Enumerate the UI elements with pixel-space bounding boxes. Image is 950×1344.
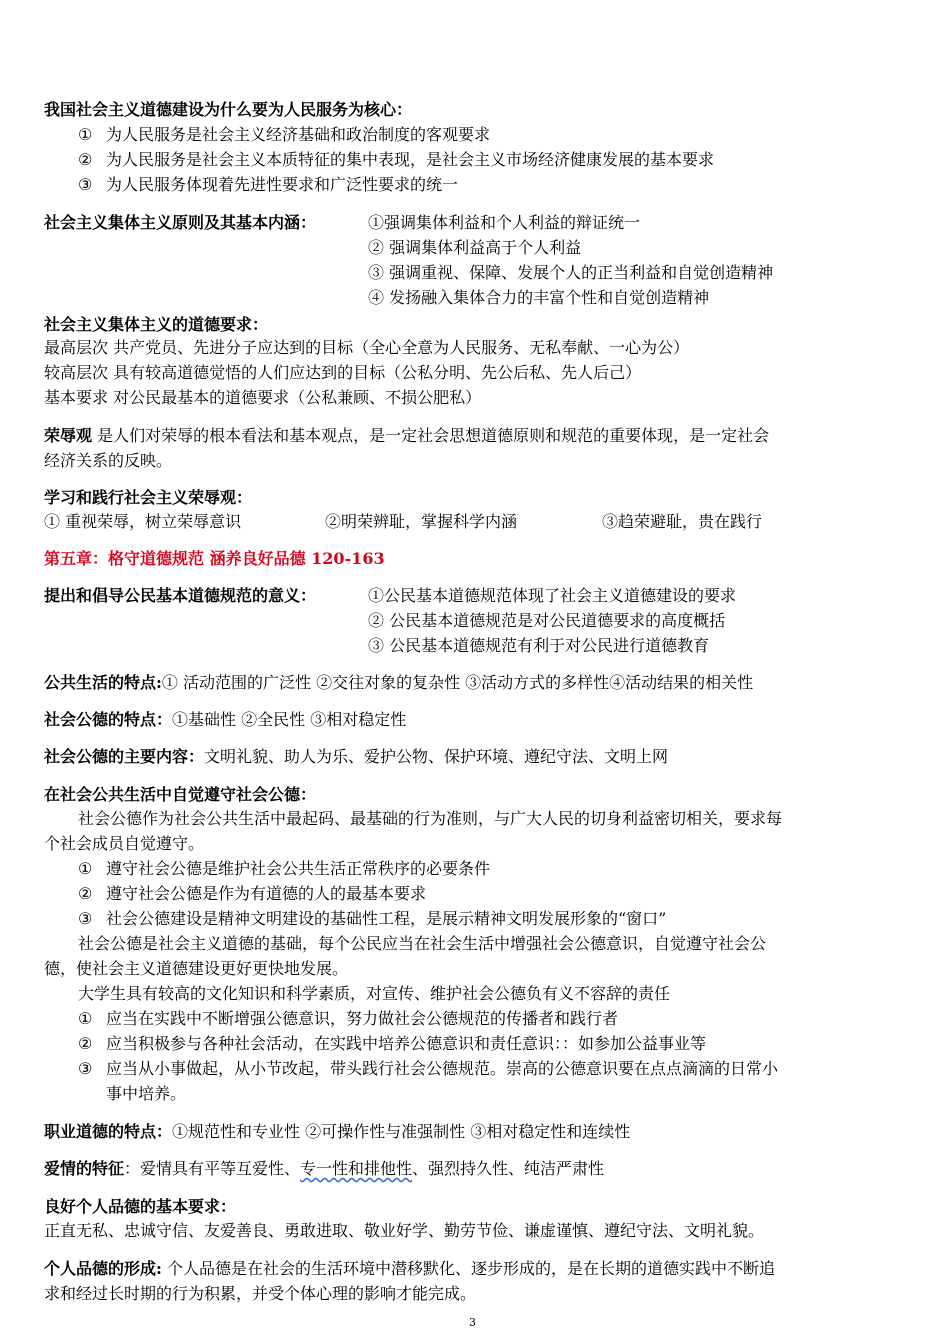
love-features: [44, 1157, 604, 1181]
features-text-marked: 专一性和排他性: [300, 1159, 413, 1178]
paragraph-text: 个社会成员自觉遵守。: [44, 834, 205, 853]
item-marker: ②: [78, 150, 93, 169]
heading-social-morality-content: 社会公德的主要内容：: [44, 747, 205, 766]
list-item: 应当从小事做起，从小节改起，带头践行社会公德规范。崇高的公德意识要在点点滴滴的日常小: [106, 1059, 779, 1078]
heading-collectivism-requirements: 社会主义集体主义的道德要求：: [44, 315, 269, 334]
list-item: 为人民服务是社会主义本质特征的集中表现，是社会主义市场经济健康发展的基本要求: [106, 150, 715, 169]
paragraph-text: 社会公德是社会主义道德的基础，每个公民应当在社会生活中增强社会公德意识，自觉遵守社会公: [78, 934, 767, 953]
list-item: 应当积极参与各种社会活动，在实践中培养公德意识和责任意识：：如参加公益事业等: [106, 1034, 707, 1053]
list-item: 为人民服务体现着先进性要求和广泛性要求的统一: [106, 175, 459, 194]
text-line: 求和经过长时期的行为积累，并受个体心理的影响才能完成。: [44, 1284, 477, 1303]
text-line: 经济关系的反映。: [44, 451, 173, 470]
text-line: 较高层次 具有较高道德觉悟的人们应达到的目标（公私分明、先公后私、先人后己）: [44, 363, 642, 382]
item-marker: ②: [78, 884, 93, 903]
heading-core-of-morality: 我国社会主义道德建设为什么要为人民服务为核心：: [44, 100, 413, 119]
item-marker: ③: [78, 175, 93, 194]
heading-social-morality: 社会公德的特点：: [44, 710, 173, 729]
heading-professional-ethics: 职业道德的特点：: [44, 1122, 173, 1141]
professional-ethics-features: [44, 1120, 630, 1144]
chapter-heading: 第五章：格守道德规范 涵养良好品德 120-163: [44, 549, 385, 568]
list-item: 为人民服务是社会主义经济基础和政治制度的客观要求: [106, 125, 491, 144]
public-life-features: [44, 671, 753, 695]
heading-personal-morality-formation: 个人品德的形成:: [44, 1259, 162, 1278]
list-item: ② 公民基本道德规范是对公民道德要求的高度概括: [368, 611, 726, 630]
text-line: 基本要求 对公民最基本的道德要求（公私兼顾、不损公肥私）: [44, 388, 482, 407]
list-item: ③ 公民基本道德规范有利于对公民进行道德教育: [368, 636, 710, 655]
heading-observe-social-morality: 在社会公共生活中自觉遵守社会公德：: [44, 785, 317, 804]
paragraph-text: 是人们对荣辱的根本看法和基本观点，是一定社会思想道德原则和规范的重要体现，是一定社会: [92, 426, 770, 445]
list-item: ③趋荣避耻，贵在践行: [602, 512, 763, 531]
heading-public-life: 公共生活的特点:: [44, 673, 162, 692]
heading-personal-morality-requirements: 良好个人品德的基本要求：: [44, 1197, 237, 1216]
paragraph-text: 德，使社会主义道德建设更好更快地发展。: [44, 959, 349, 978]
list-item-continuation: 事中培养。: [106, 1084, 187, 1103]
list-item: 遵守社会公德是作为有道德的人的最基本要求: [106, 884, 427, 903]
features-text: ① 活动范围的广泛性 ②交往对象的复杂性 ③活动方式的多样性④活动结果的相关性: [161, 673, 754, 692]
item-marker: ①: [78, 859, 93, 878]
list-item: ④ 发扬融入集体合力的丰富个性和自觉创造精神: [368, 288, 710, 307]
heading-moral-norms-significance: 提出和倡导公民基本道德规范的意义：: [44, 586, 317, 605]
list-item: ③ 强调重视、保障、发展个人的正当利益和自觉创造精神: [368, 263, 774, 282]
content-text: 文明礼貌、助人为乐、爱护公物、保护环境、遵纪守法、文明上网: [204, 747, 669, 766]
features-text: ①规范性和专业性 ②可操作性与准强制性 ③相对稳定性和连续性: [172, 1122, 631, 1141]
paragraph-honor-view: [44, 424, 769, 448]
item-marker: ③: [78, 1059, 93, 1078]
features-text: ①基础性 ②全民性 ③相对稳定性: [172, 710, 407, 729]
features-text: 、强烈持久性、纯洁严肃性: [412, 1159, 605, 1178]
personal-morality-formation: [44, 1257, 775, 1281]
social-morality-content: [44, 745, 668, 769]
list-item: 社会公德建设是精神文明建设的基础性工程，是展示精神文明发展形象的“窗口”: [106, 909, 667, 928]
term-honor-view: 荣辱观: [44, 426, 93, 445]
list-item: ①强调集体利益和个人利益的辩证统一: [368, 213, 641, 232]
list-item: 遵守社会公德是维护社会公共生活正常秩序的必要条件: [106, 859, 491, 878]
features-text: ：爱情具有平等互爱性、: [124, 1159, 301, 1178]
list-item: ① 重视荣辱，树立荣辱意识: [44, 512, 242, 531]
item-marker: ①: [78, 1009, 93, 1028]
list-item: ①公民基本道德规范体现了社会主义道德建设的要求: [368, 586, 737, 605]
heading-love: 爱情的特征: [44, 1159, 125, 1178]
text-line: 最高层次 共产党员、先进分子应达到的目标（全心全意为人民服务、无私奉献、一心为公）: [44, 338, 690, 357]
list-item: ②明荣辨耻，掌握科学内涵: [325, 512, 518, 531]
item-marker: ②: [78, 1034, 93, 1053]
item-marker: ①: [78, 125, 93, 144]
heading-collectivism-principle: 社会主义集体主义原则及其基本内涵：: [44, 213, 317, 232]
paragraph-text: 社会公德作为社会公共生活中最起码、最基础的行为准则，与广大人民的切身利益密切相关，要求每: [78, 809, 783, 828]
requirements-text: 正直无私、忠诚守信、友爱善良、勇敢进取、敬业好学、勤劳节俭、谦虚谨慎、遵纪守法、文明礼貌。: [44, 1221, 765, 1240]
social-morality-features: [44, 708, 406, 732]
paragraph-text: 个人品德是在社会的生活环境中潜移默化、逐步形成的，是在长期的道德实践中不断追: [161, 1259, 776, 1278]
page-number: 3: [469, 1316, 476, 1329]
list-item: 应当在实践中不断增强公德意识，努力做社会公德规范的传播者和践行者: [106, 1009, 619, 1028]
heading-practice-honor-view: 学习和践行社会主义荣辱观：: [44, 488, 253, 507]
list-item: ② 强调集体利益高于个人利益: [368, 238, 582, 257]
item-marker: ③: [78, 909, 93, 928]
paragraph-text: 大学生具有较高的文化知识和科学素质，对宣传、维护社会公德负有义不容辞的责任: [78, 984, 671, 1003]
